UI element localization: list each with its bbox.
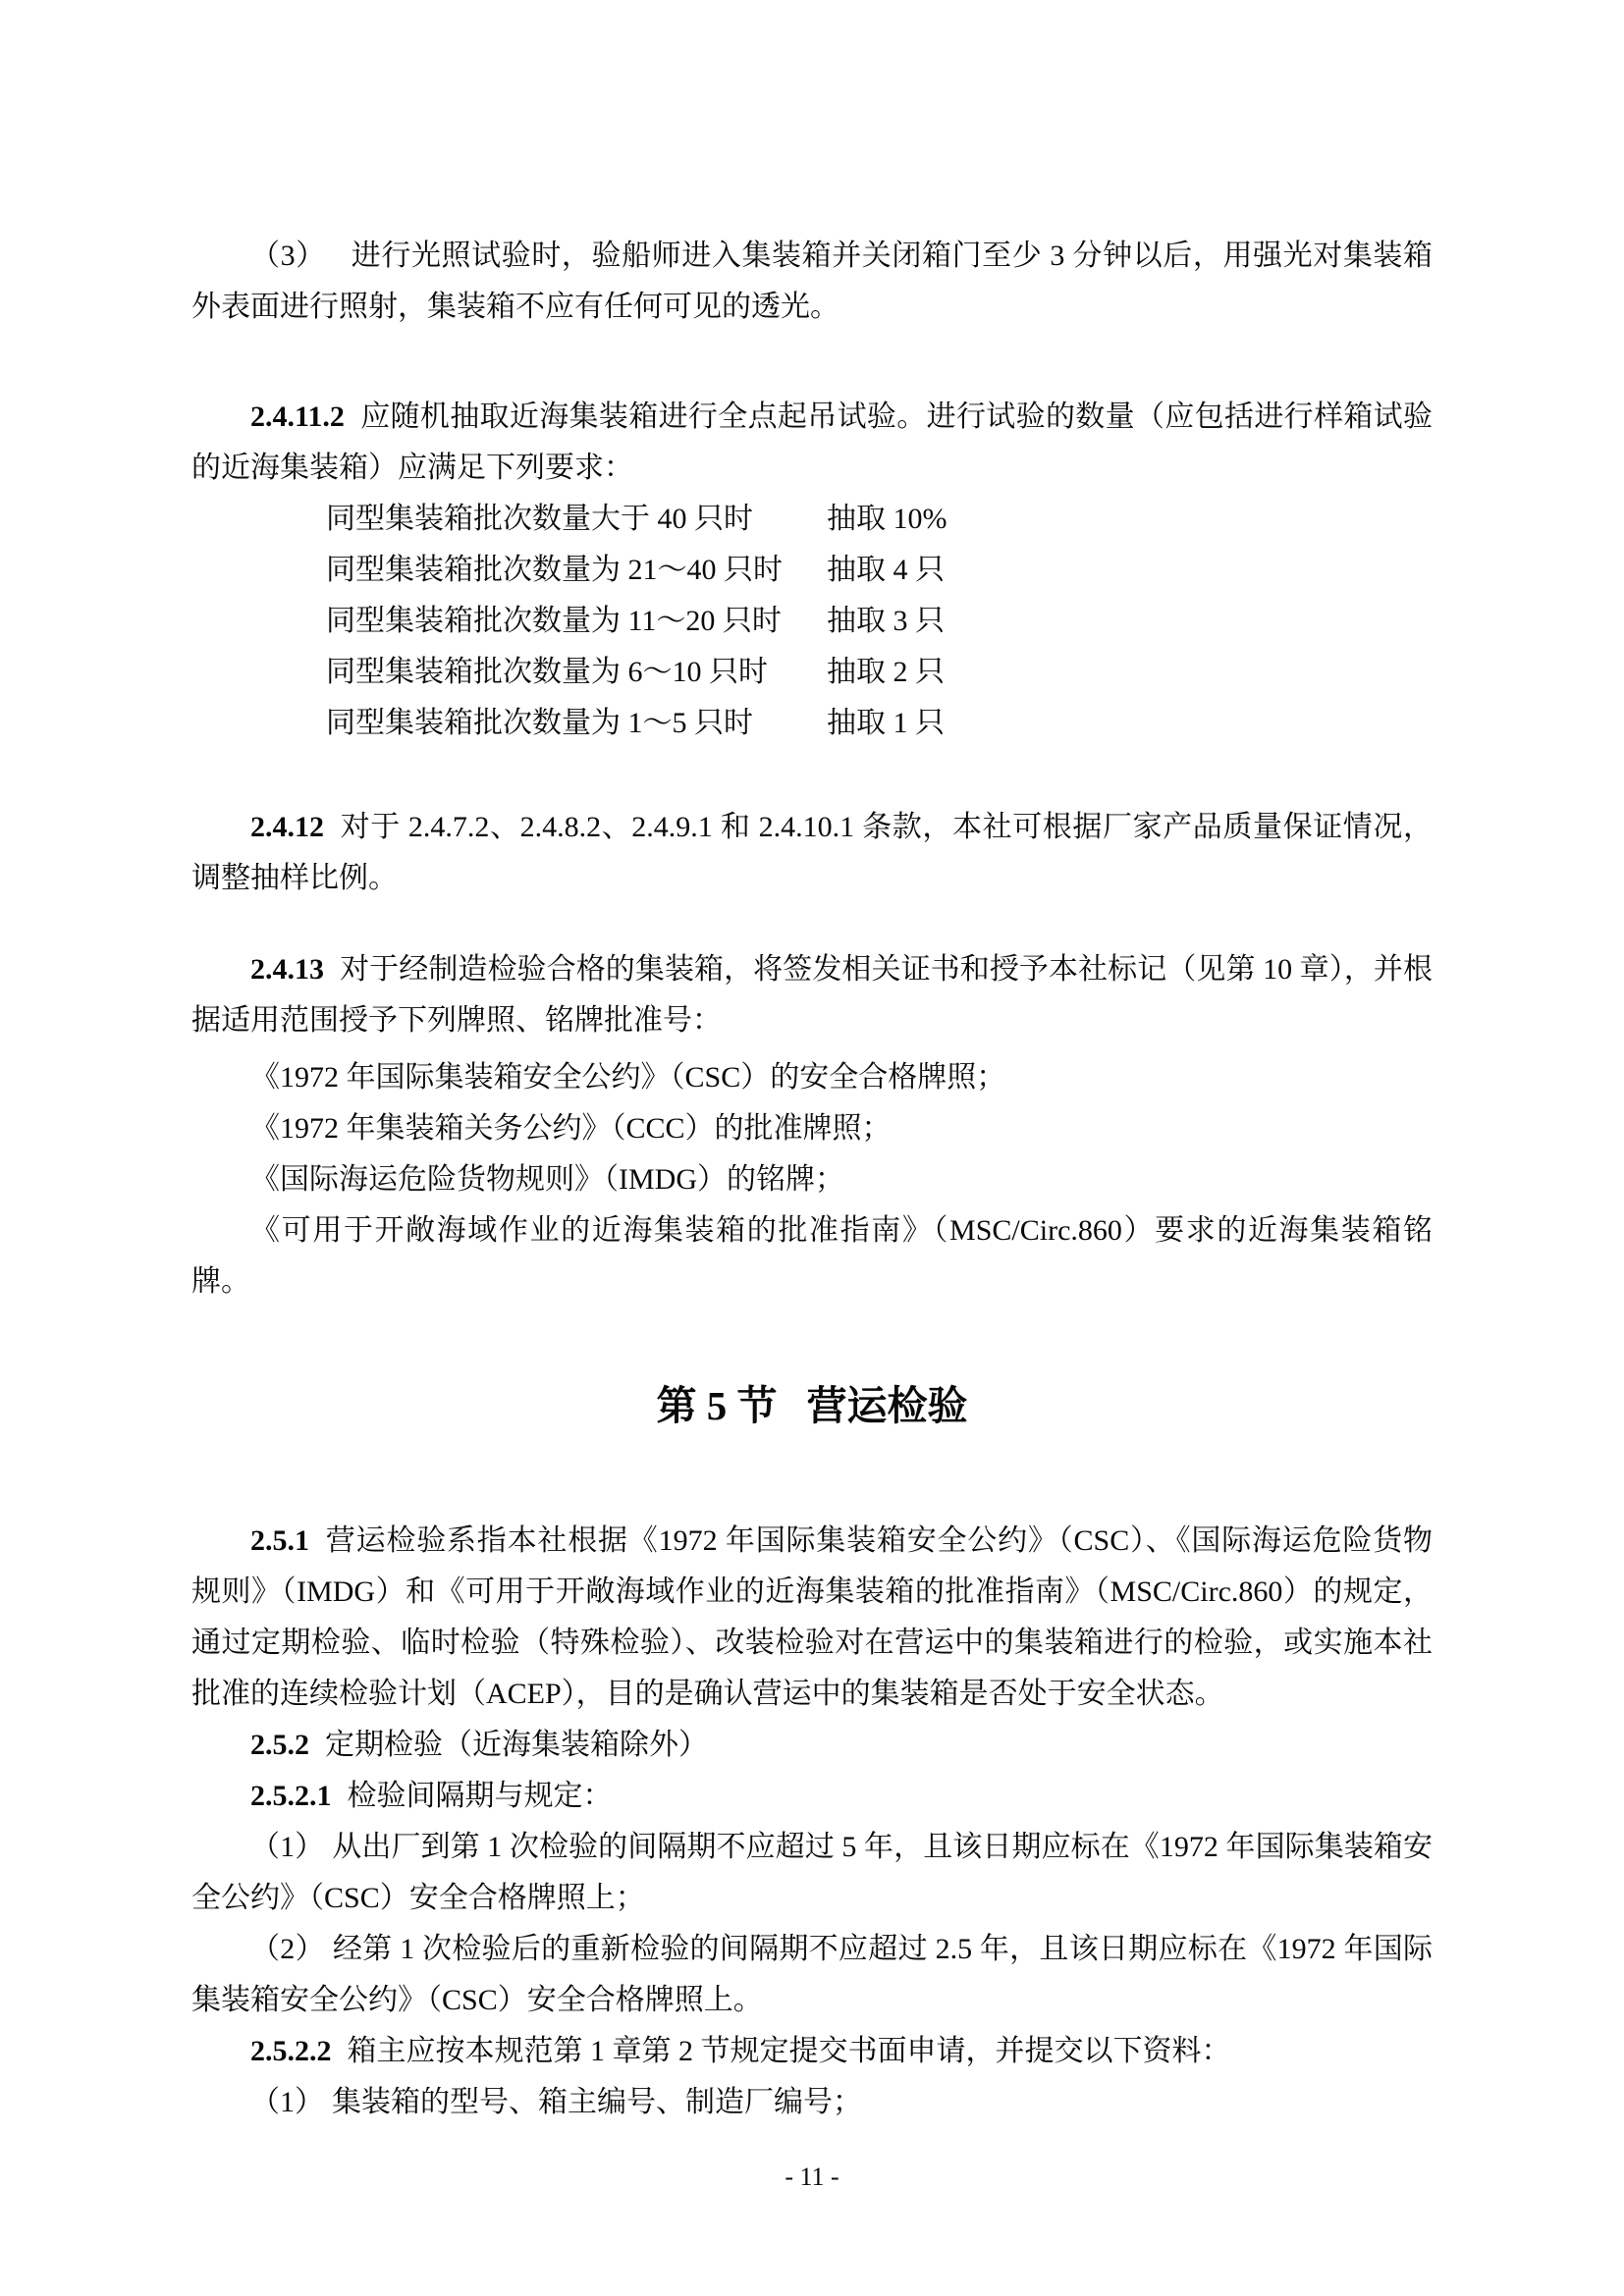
item-label: （3） <box>250 240 326 272</box>
clause-number: 2.5.1 <box>250 1524 309 1557</box>
clause-2-5-2-1-item-2 <box>191 1924 1433 2026</box>
license-list <box>191 1052 1433 1308</box>
section-heading <box>191 1376 1433 1435</box>
section-title: 营运检验 <box>806 1383 968 1428</box>
batch-condition: 同型集装箱批次数量为 21～40 只时 <box>326 554 783 586</box>
clause-2-4-12 <box>191 802 1433 904</box>
clause-text: 营运检验系指本社根据《1972 年国际集装箱安全公约》（CSC）、《国际海运危险货物规则》（IMDG）和《可用于开敞海域作业的近海集装箱的批准指南》（MSC/Circ.860）的规定，通过定期检验、临时检验（特殊检验）、改装检验对在营运中的集装箱进行的检验，或实施本社批准的连续检验计划（ACEP），目的是确认营运中的集装箱是否处于安全状态。 <box>191 1524 1433 1710</box>
clause-text: 对于经制造检验合格的集装箱，将签发相关证书和授予本社标记（见第 10 章），并根据适用范围授予下列牌照、铭牌批准号： <box>191 953 1433 1037</box>
batch-condition: 同型集装箱批次数量大于 40 只时 <box>326 503 753 535</box>
clause-2-4-11-2 <box>191 392 1433 494</box>
clause-2-5-2-2-item-1 <box>191 2077 1433 2128</box>
sample-quantity: 抽取 2 只 <box>827 656 945 688</box>
clause-number: 2.4.13 <box>250 953 324 986</box>
clause-2-5-2-1-item-1 <box>191 1822 1433 1924</box>
license-item-msc-circ-860: 《可用于开敞海域作业的近海集装箱的批准指南》（MSC/Circ.860）要求的近海集装箱铭牌。 <box>191 1214 1433 1298</box>
sample-quantity: 抽取 10% <box>827 503 947 535</box>
clause-text: 应随机抽取近海集装箱进行全点起吊试验。进行试验的数量（应包括进行样箱试验的近海集装箱）应满足下列要求： <box>191 400 1433 484</box>
batch-condition: 同型集装箱批次数量为 11～20 只时 <box>326 605 782 637</box>
clause-2-5-2-1 <box>191 1771 1433 1822</box>
clause-number: 2.4.12 <box>250 811 324 843</box>
item-text: 集装箱的型号、箱主编号、制造厂编号； <box>332 2086 862 2118</box>
item-text: 进行光照试验时，验船师进入集装箱并关闭箱门至少 3 分钟以后，用强光对集装箱外表面进行照射，集装箱不应有任何可见的透光。 <box>191 240 1434 323</box>
section-number: 第 5 节 <box>656 1383 778 1428</box>
clause-2-5-2-2 <box>191 2026 1433 2077</box>
page-number: - 11 - <box>785 2163 839 2191</box>
table-row <box>326 545 1433 596</box>
sample-quantity: 抽取 4 只 <box>827 554 945 586</box>
table-row <box>326 494 1433 545</box>
batch-condition: 同型集装箱批次数量为 1～5 只时 <box>326 707 753 739</box>
sample-quantity: 抽取 1 只 <box>827 707 945 739</box>
item-label: （1） <box>250 1831 325 1863</box>
clause-2-4-13 <box>191 944 1433 1046</box>
sample-quantity: 抽取 3 只 <box>827 605 945 637</box>
license-item-imdg: 《国际海运危险货物规则》（IMDG）的铭牌； <box>250 1163 844 1196</box>
clause-number: 2.5.2 <box>250 1729 309 1761</box>
clause-2-5-2 <box>191 1720 1433 1771</box>
sampling-quantity-table <box>326 494 1433 749</box>
clause-text: 箱主应按本规范第 1 章第 2 节规定提交书面申请，并提交以下资料： <box>347 2035 1231 2067</box>
clause-2-5-1 <box>191 1516 1433 1720</box>
item-label: （1） <box>250 2086 324 2118</box>
license-item-ccc: 《1972 年集装箱关务公约》（CCC）的批准牌照； <box>250 1112 892 1145</box>
item-text: 经第 1 次检验后的重新检验的间隔期不应超过 2.5 年，且该日期应标在《1972 年国际集装箱安全公约》（CSC）安全合格牌照上。 <box>191 1933 1434 2016</box>
clause-number: 2.4.11.2 <box>250 400 345 433</box>
batch-condition: 同型集装箱批次数量为 6～10 只时 <box>326 656 768 688</box>
table-row <box>326 698 1433 749</box>
item-text: 从出厂到第 1 次检验的间隔期不应超过 5 年，且该日期应标在《1972 年国际集装箱安全公约》（CSC）安全合格牌照上； <box>191 1831 1434 1914</box>
clause-text: 检验间隔期与规定： <box>347 1780 613 1812</box>
table-row <box>326 596 1433 647</box>
license-item-csc: 《1972 年国际集装箱安全公约》（CSC）的安全合格牌照； <box>250 1061 1006 1094</box>
clause-number: 2.5.2.1 <box>250 1780 332 1812</box>
item-label: （2） <box>250 1933 325 1965</box>
table-row <box>326 647 1433 698</box>
clause-number: 2.5.2.2 <box>250 2035 332 2067</box>
clause-light-test-item-3 <box>191 231 1433 333</box>
clause-text: 对于 2.4.7.2、2.4.8.2、2.4.9.1 和 2.4.10.1 条款，本社可根据厂家产品质量保证情况，调整抽样比例。 <box>191 811 1433 894</box>
clause-text: 定期检验（近海集装箱除外） <box>325 1729 708 1761</box>
